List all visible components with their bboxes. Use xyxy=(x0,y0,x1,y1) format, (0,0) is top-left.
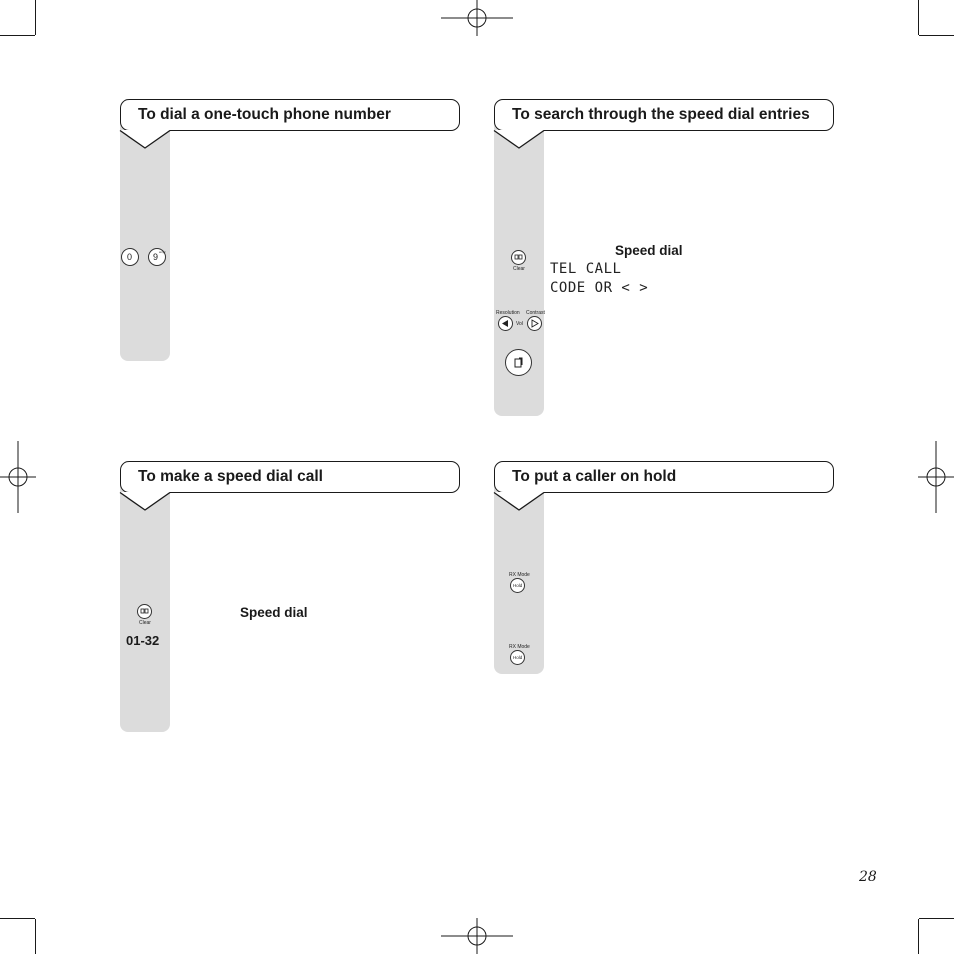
step-strip xyxy=(120,120,170,361)
resolution-label: Resolution xyxy=(496,310,520,316)
title-pointer xyxy=(490,130,546,150)
speed-dial-label: Speed dial xyxy=(615,243,683,258)
key-9-icon: 9 wxyz xyxy=(148,248,166,266)
lcd-line-1: TEL CALL xyxy=(550,261,622,277)
clear-label: Clear xyxy=(139,620,151,626)
hold-key-icon: Hold xyxy=(510,578,525,593)
left-arrow-key-icon xyxy=(498,316,513,331)
title-pointer xyxy=(116,130,172,150)
section-title: To put a caller on hold xyxy=(494,461,834,493)
section-title: To search through the speed dial entries xyxy=(494,99,834,131)
rx-mode-label: RX Mode xyxy=(509,572,530,578)
range-label: 01-32 xyxy=(126,633,160,648)
phonebook-key-icon xyxy=(137,604,152,619)
phonebook-key-icon xyxy=(511,250,526,265)
title-pointer xyxy=(116,492,172,512)
page-number: 28 xyxy=(859,869,877,885)
speed-dial-label: Speed dial xyxy=(240,605,308,620)
hold-key-icon: Hold xyxy=(510,650,525,665)
section-title: To make a speed dial call xyxy=(120,461,460,493)
rx-mode-label: RX Mode xyxy=(509,644,530,650)
title-pointer xyxy=(490,492,546,512)
key-0-icon: 0 xyxy=(121,248,139,266)
right-arrow-key-icon xyxy=(527,316,542,331)
start-copy-key-icon xyxy=(505,349,532,376)
vol-label: Vol xyxy=(516,321,523,327)
contrast-label: Contrast xyxy=(526,310,545,316)
section-title: To dial a one-touch phone number xyxy=(120,99,460,131)
lcd-line-2: CODE OR < > xyxy=(550,280,649,296)
clear-label: Clear xyxy=(513,266,525,272)
